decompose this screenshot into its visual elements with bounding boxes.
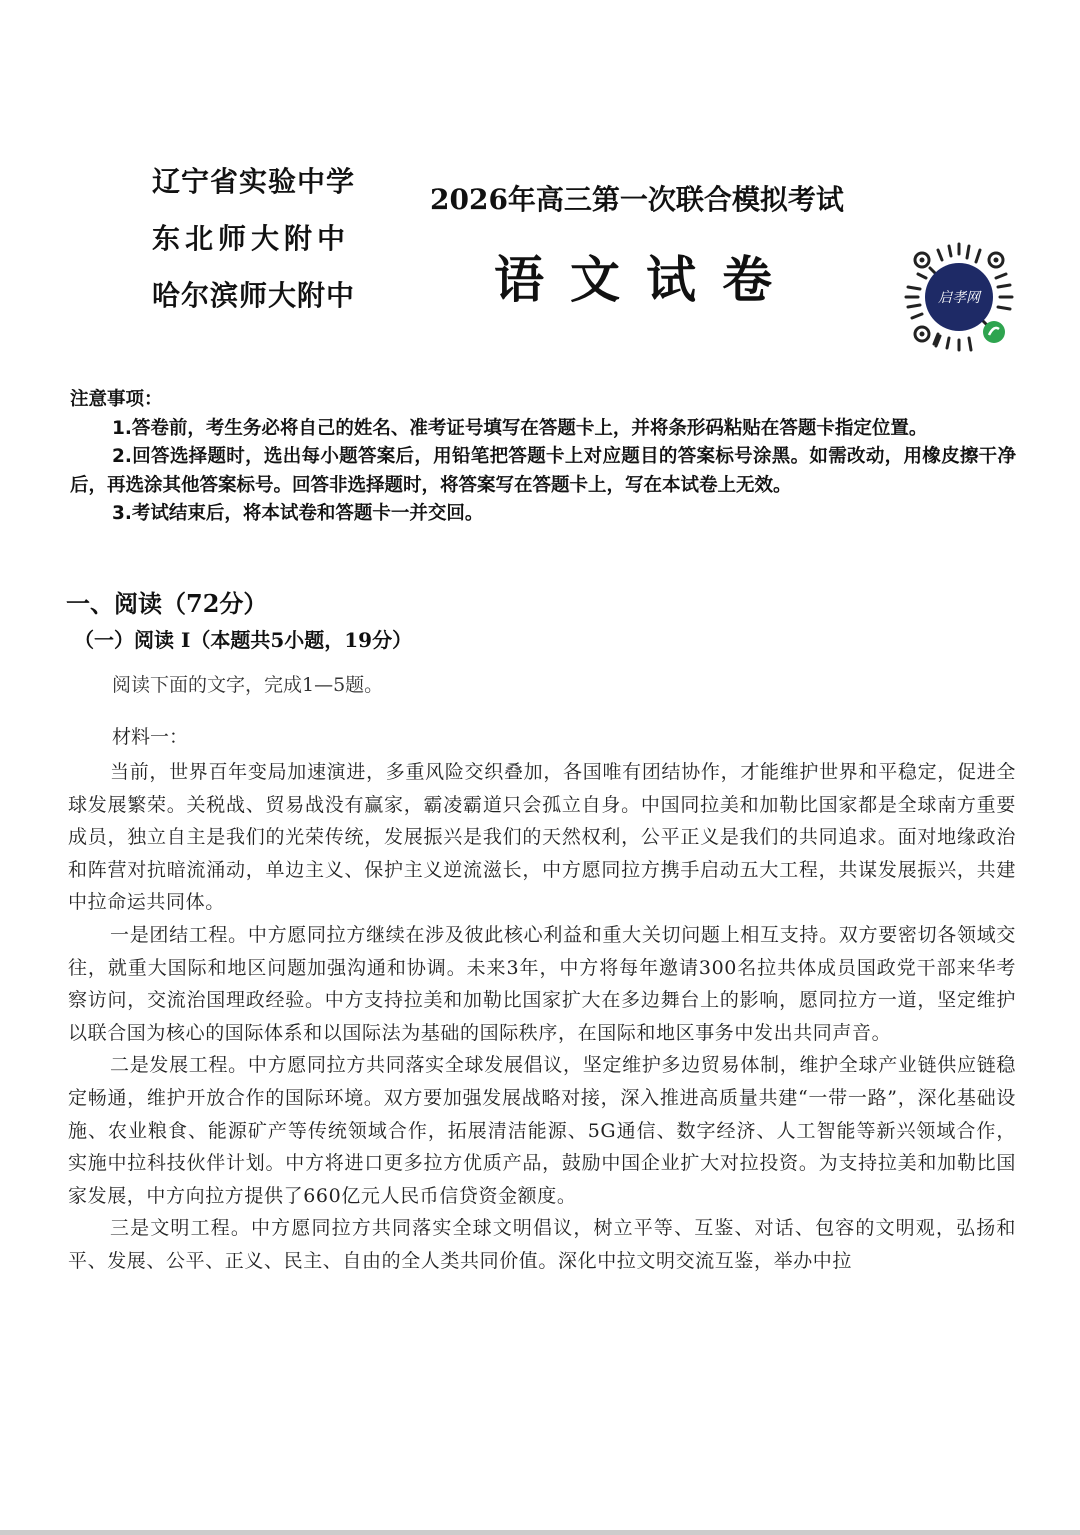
mini-program-qr-icon bbox=[900, 238, 1018, 356]
paragraph: 当前，世界百年变局加速演进，多重风险交织叠加，各国唯有团结协作，才能维护世界和平稳定，促进全球发展繁荣。关税战、贸易战没有赢家，霸凌霸道只会孤立自身。中国同拉美和加勒比国家都是全球南方重要成员，独立自主是我们的光荣传统，发展振兴是我们的天然权利，公平正义是我们的共同追求。面对地缘政治和阵营对抗暗流涌动，单边主义、保护主义逆流滋长，中方愿同拉方携手启动五大工程，共谋发展振兴，共建中拉命运共同体。 bbox=[68, 761, 1016, 914]
subsection-title: （一）阅读 I（本题共5小题，19分） bbox=[74, 628, 413, 652]
notice-title: 注意事项： bbox=[70, 389, 163, 410]
notice-item: 3.考试结束后，将本试卷和答题卡一并交回。 bbox=[112, 503, 484, 524]
exam-title: 2026年高三第一次联合模拟考试 bbox=[430, 183, 844, 216]
reading-instruction: 阅读下面的文字，完成1—5题。 bbox=[112, 674, 384, 696]
material-label: 材料一： bbox=[112, 726, 189, 748]
school-name: 哈尔滨师大附中 bbox=[152, 279, 356, 312]
paper-title: 语文试卷 bbox=[494, 250, 798, 309]
paragraph: 二是发展工程。中方愿同拉方共同落实全球发展倡议，坚定维护多边贸易体制，维护全球产业链供应链稳定畅通，维护开放合作的国际环境。双方要加强发展战略对接，深入推进高质量共建“一带一路”，深化基础设施、农业粮食、能源矿产等传统领域合作，拓展清洁能源、5G通信、数字经济、人工智能等新兴领域合作，实施中拉科技伙伴计划。中方将进口更多拉方优质产品，鼓励中国企业扩大对拉投资。为支持拉美和加勒比国家发展，中方向拉方提供了660亿元人民币信贷资金额度。 bbox=[68, 1054, 1016, 1207]
paragraph: 三是文明工程。中方愿同拉方共同落实全球文明倡议，树立平等、互鉴、对话、包容的文明观，弘扬和平、发展、公平、正义、民主、自由的全人类共同价值。深化中拉文明交流互鉴，举办中拉 bbox=[68, 1217, 1016, 1272]
section-title: 一、阅读（72分） bbox=[66, 589, 268, 618]
school-name: 东北师大附中 bbox=[152, 222, 351, 255]
school-name: 辽宁省实验中学 bbox=[152, 165, 356, 198]
exam-notice bbox=[70, 386, 1016, 529]
paragraph: 一是团结工程。中方愿同拉方继续在涉及彼此核心利益和重大关切问题上相互支持。双方要密切各领域交往，就重大国际和地区问题加强沟通和协调。未来3年，中方将每年邀请300名拉共体成员国政党干部来华考察访问，交流治国理政经验。中方支持拉美和加勒比国家扩大在多边舞台上的影响，愿同拉方一道，坚定维护以联合国为核心的国际体系和以国际法为基础的国际秩序，在国际和地区事务中发出共同声音。 bbox=[68, 923, 1016, 1044]
notice-item: 2.回答选择题时，选出每小题答案后，用铅笔把答题卡上对应题目的答案标号涂黑。如需改动，用橡皮擦干净后，再选涂其他答案标号。回答非选择题时，将答案写在答题卡上，写在本试卷上无效。 bbox=[70, 446, 1016, 496]
bottom-scroll-edge bbox=[0, 1530, 1080, 1535]
svg-text:启孝网: 启孝网 bbox=[938, 290, 980, 306]
notice-item: 1.答卷前，考生务必将自己的姓名、准考证号填写在答题卡上，并将条形码粘贴在答题卡指定位置。 bbox=[112, 417, 928, 439]
material-body bbox=[68, 756, 1016, 1278]
school-list bbox=[152, 165, 356, 339]
